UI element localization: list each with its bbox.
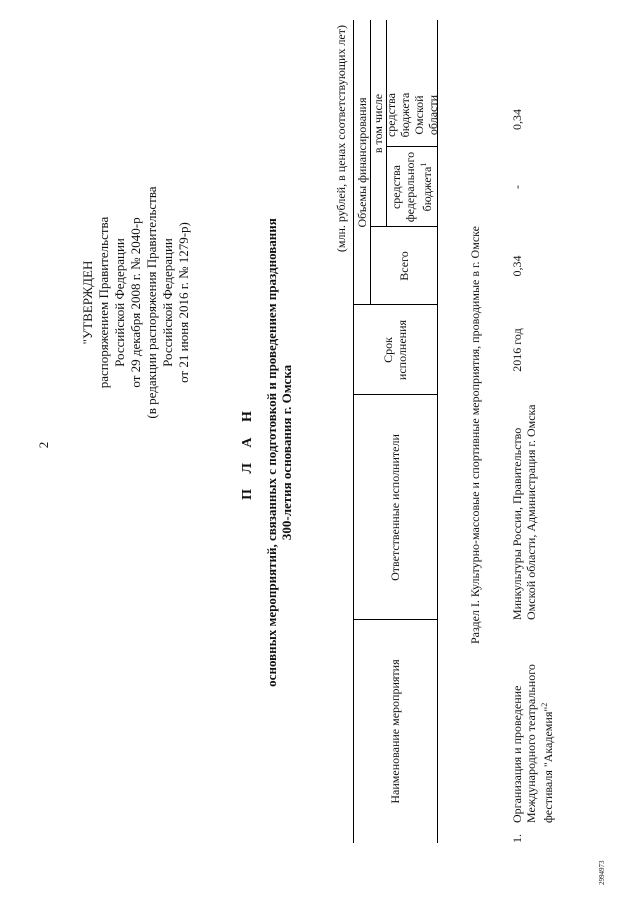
row-regional: 0,34 [510, 109, 524, 130]
approval-line: (в редакции распоряжения Правительства [144, 186, 159, 419]
header-total: Всего [396, 251, 411, 281]
header-name: Наименование мероприятия [388, 659, 402, 804]
approval-line: распоряжением Правительства [96, 216, 111, 389]
row-name-text: Организация и проведение Международного театрального фестиваля "Академия" [510, 664, 555, 823]
federal-footnote: 1 [419, 162, 428, 167]
page-number: 2 [36, 441, 51, 449]
header-federal [386, 151, 437, 223]
row-term: 2016 год [510, 328, 524, 372]
header-federal-label: средства федерального бюджета [389, 151, 434, 223]
units-note: (млн. рублей, в ценах соответствующих лет) [334, 25, 348, 253]
header-including: в том числе [371, 93, 385, 154]
row-total: 0,34 [510, 255, 524, 277]
row-executors: Минкультуры России, Правительство Омской области, Администрация г. Омска [510, 404, 538, 620]
header-funding: Объемы финансирования [354, 97, 369, 228]
header-regional-label: средства бюджета Омской области [383, 92, 440, 138]
subtitle-line-2: 300-летия основания г. Омска [279, 364, 294, 541]
table-header-bottom-border [437, 20, 438, 843]
section-title: Раздел I. Культурно-массовые и спортивные мероприятия, проводимые в г. Омске [468, 225, 482, 645]
header-regional [383, 16, 440, 145]
plan-title: П Л А Н [240, 405, 255, 500]
header-executors: Ответственные исполнители [388, 434, 402, 581]
row-federal: - [510, 185, 524, 189]
column-divider [386, 146, 437, 147]
row-name [510, 623, 555, 823]
approval-line: Российской Федерации [160, 238, 175, 367]
row-name-footnote: 2 [540, 702, 549, 707]
document-code: 2994973 [598, 860, 606, 885]
approval-line: от 29 декабря 2008 г. № 2040-р [128, 217, 143, 388]
header-term: Срок исполнения [381, 319, 409, 381]
row-number: 1. [510, 834, 524, 843]
approval-line: от 21 июня 2016 г. № 1279-р) [176, 222, 191, 383]
approval-stamp [80, 175, 192, 430]
subtitle-line-1: основных мероприятий, связанных с подготовкой и проведением празднования [264, 218, 279, 687]
approval-line: Российской Федерации [112, 238, 127, 367]
plan-subtitle [264, 0, 294, 905]
approval-line: "УТВЕРЖДЕН [80, 260, 95, 345]
